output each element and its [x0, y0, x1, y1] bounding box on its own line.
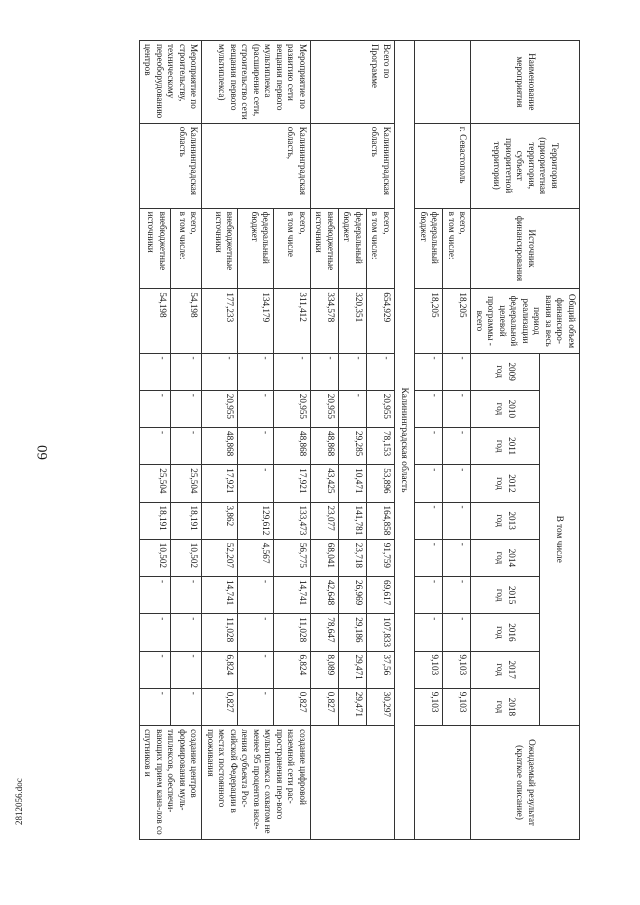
header-year: 2014 год — [471, 539, 539, 576]
year-value: 18,191 — [170, 502, 201, 539]
source-cell: всего, в том числе: — [366, 208, 394, 289]
year-value: 10,471 — [338, 465, 366, 502]
year-value: 20,955 — [366, 390, 394, 427]
year-value: 20,955 — [202, 390, 238, 427]
year-value: - — [338, 353, 366, 390]
total-cell: 311,412 — [274, 289, 310, 353]
year-value: - — [139, 353, 170, 390]
year-value: 8,089 — [310, 651, 338, 688]
year-value: - — [415, 390, 443, 427]
header-year: 2016 год — [471, 614, 539, 651]
table-row — [170, 41, 201, 840]
rotated-table-container — [70, 40, 580, 840]
header-in-that-number: В том числе — [539, 353, 579, 726]
year-value: 25,504 — [139, 465, 170, 502]
year-value: - — [338, 390, 366, 427]
year-value: 9,103 — [443, 688, 471, 725]
year-value: 20,955 — [274, 390, 310, 427]
territory-cell: Калининградская область — [139, 123, 202, 208]
year-value: 53,896 — [366, 465, 394, 502]
year-value: 68,041 — [310, 539, 338, 576]
year-value: - — [170, 688, 201, 725]
year-value: 78,153 — [366, 428, 394, 465]
year-value: - — [170, 428, 201, 465]
year-value: 6,824 — [202, 651, 238, 688]
year-value: - — [238, 577, 274, 614]
year-value: - — [415, 353, 443, 390]
region-title-row — [394, 41, 415, 840]
table-row — [366, 41, 394, 840]
header-name: Наименование мероприятия — [471, 41, 580, 124]
name-cell: Мероприятие по строительству, техническому переоборудованию центров — [139, 41, 202, 124]
year-value: - — [238, 390, 274, 427]
year-value: - — [139, 577, 170, 614]
name-cell: Мероприятие по развитию сети вещания первого мультиплекса (расширение сети, строительство сети вещания первого мультиплекса) — [202, 41, 311, 124]
year-value: - — [170, 353, 201, 390]
year-value: - — [170, 577, 201, 614]
year-value: - — [443, 428, 471, 465]
table-row — [274, 41, 310, 840]
year-value: 29,186 — [338, 614, 366, 651]
year-value: - — [170, 390, 201, 427]
year-value: - — [443, 353, 471, 390]
year-value: 78,647 — [310, 614, 338, 651]
territory-cell: г. Севастополь — [415, 123, 471, 208]
source-cell: всего, в том числе — [274, 208, 310, 289]
year-value: 107,833 — [366, 614, 394, 651]
territory-cell: Калининградская область, — [202, 123, 311, 208]
year-value: 141,781 — [338, 502, 366, 539]
year-value: 30,297 — [366, 688, 394, 725]
year-value: 11,028 — [202, 614, 238, 651]
header-result: Ожидаемый результат (краткое описание) — [471, 726, 580, 840]
year-value: - — [139, 614, 170, 651]
year-value: - — [238, 465, 274, 502]
year-value: - — [238, 353, 274, 390]
source-cell: внебюджетные источники — [139, 208, 170, 289]
territory-cell: Калининградская область — [310, 123, 394, 208]
header-total: Общий объем финансиро-вания за весь период реализации федеральной целевой программы - всего — [471, 289, 580, 353]
result-cell: создание цифровой наземной сети рас-пространения пер-вого мультиплекса с охватом не менее 95 процентов насе-ления субъекта Рос-сийской Федерации в местах постоянного проживания — [202, 726, 311, 840]
year-value: - — [238, 614, 274, 651]
header-year: 2013 год — [471, 502, 539, 539]
year-value: 20,955 — [310, 390, 338, 427]
year-value: 52,207 — [202, 539, 238, 576]
year-value: 42,648 — [310, 577, 338, 614]
footer-filename: 2812056.doc — [14, 778, 24, 825]
year-value: 0,827 — [310, 688, 338, 725]
year-value: - — [139, 651, 170, 688]
year-value: - — [415, 577, 443, 614]
year-value: - — [443, 577, 471, 614]
year-value: 3,862 — [202, 502, 238, 539]
total-cell: 18,205 — [415, 289, 443, 353]
year-value: - — [274, 353, 310, 390]
year-value: 17,921 — [202, 465, 238, 502]
year-value: 14,741 — [202, 577, 238, 614]
total-cell: 134,179 — [238, 289, 274, 353]
year-value: - — [238, 428, 274, 465]
year-value: - — [415, 539, 443, 576]
year-value: 9,103 — [443, 651, 471, 688]
year-value: 29,285 — [338, 428, 366, 465]
source-cell: внебюджетные источники — [310, 208, 338, 289]
header-year: 2009 год — [471, 353, 539, 390]
year-value: 37,56 — [366, 651, 394, 688]
total-cell: 654,929 — [366, 289, 394, 353]
result-cell: создание центров формирования муль-типлексов, обеспечи-вающих прием кана-лов со спутников и — [139, 726, 202, 840]
header-year: 2010 год — [471, 390, 539, 427]
year-value: - — [238, 688, 274, 725]
total-cell: 54,198 — [139, 289, 170, 353]
year-value: - — [170, 651, 201, 688]
total-cell: 54,198 — [170, 289, 201, 353]
year-value: 29,471 — [338, 651, 366, 688]
result-cell — [415, 726, 471, 840]
financing-table — [139, 40, 580, 840]
result-cell — [310, 726, 394, 840]
year-value: 6,824 — [274, 651, 310, 688]
year-value: - — [415, 502, 443, 539]
year-value: 0,827 — [274, 688, 310, 725]
year-value: - — [443, 539, 471, 576]
source-cell: всего, в том числе: — [443, 208, 471, 289]
year-value: - — [443, 614, 471, 651]
year-value: 29,471 — [338, 688, 366, 725]
year-value: - — [415, 614, 443, 651]
year-value: 56,775 — [274, 539, 310, 576]
source-cell: федеральный бюджет — [238, 208, 274, 289]
year-value: 0,827 — [202, 688, 238, 725]
year-value: 43,425 — [310, 465, 338, 502]
region-title: Калининградская область — [394, 41, 415, 840]
year-value: 11,028 — [274, 614, 310, 651]
year-value: - — [443, 465, 471, 502]
source-cell: внебюджетные источники — [202, 208, 238, 289]
source-cell: федеральный бюджет — [338, 208, 366, 289]
total-cell: 177,233 — [202, 289, 238, 353]
year-value: - — [139, 390, 170, 427]
year-value: 17,921 — [274, 465, 310, 502]
year-value: 48,868 — [202, 428, 238, 465]
year-value: 129,612 — [238, 502, 274, 539]
year-value: - — [139, 428, 170, 465]
year-value: 10,502 — [170, 539, 201, 576]
year-value: - — [366, 353, 394, 390]
page-number: 60 — [35, 445, 51, 460]
header-source: Источник финансирования — [471, 208, 580, 289]
year-value: 9,103 — [415, 688, 443, 725]
year-value: 48,868 — [310, 428, 338, 465]
year-value: 23,718 — [338, 539, 366, 576]
header-year: 2017 год — [471, 651, 539, 688]
year-value: - — [443, 502, 471, 539]
year-value: - — [202, 353, 238, 390]
source-cell: всего, в том числе: — [170, 208, 201, 289]
header-territory: Территория (приоритетная территория, субъект приоритетной территории) — [471, 123, 580, 208]
year-value: - — [310, 353, 338, 390]
year-value: 23,077 — [310, 502, 338, 539]
name-cell — [415, 41, 471, 124]
year-value: - — [415, 465, 443, 502]
year-value: - — [415, 428, 443, 465]
year-value: 18,191 — [139, 502, 170, 539]
table-row — [443, 41, 471, 840]
year-value: 91,759 — [366, 539, 394, 576]
header-year: 2018 год — [471, 688, 539, 725]
year-value: 164,858 — [366, 502, 394, 539]
year-value: 48,868 — [274, 428, 310, 465]
header-year: 2015 год — [471, 577, 539, 614]
year-value: - — [170, 614, 201, 651]
total-cell: 320,351 — [338, 289, 366, 353]
year-value: 26,969 — [338, 577, 366, 614]
year-value: 10,502 — [139, 539, 170, 576]
year-value: 25,504 — [170, 465, 201, 502]
header-year: 2011 год — [471, 428, 539, 465]
source-cell: федеральный бюджет — [415, 208, 443, 289]
year-value: - — [139, 688, 170, 725]
name-cell: Всего по Программе — [310, 41, 394, 124]
header-year: 2012 год — [471, 465, 539, 502]
total-cell: 334,578 — [310, 289, 338, 353]
year-value: - — [238, 651, 274, 688]
total-cell: 18,205 — [443, 289, 471, 353]
year-value: - — [443, 390, 471, 427]
year-value: 4,567 — [238, 539, 274, 576]
year-value: 69,617 — [366, 577, 394, 614]
year-value: 9,103 — [415, 651, 443, 688]
year-value: 133,473 — [274, 502, 310, 539]
year-value: 14,741 — [274, 577, 310, 614]
